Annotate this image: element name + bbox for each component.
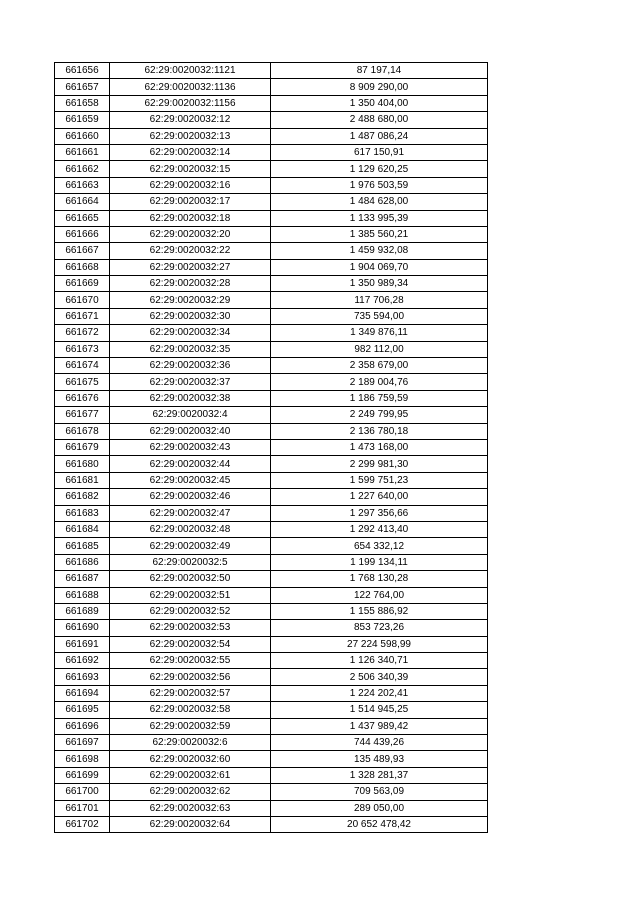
table-row <box>55 587 488 603</box>
row-number-cell: 661669 <box>55 276 110 292</box>
cadastral-number-cell: 62:29:0020032:50 <box>110 571 271 587</box>
row-number-cell: 661667 <box>55 243 110 259</box>
row-number-cell: 661676 <box>55 390 110 406</box>
cadastral-number-cell: 62:29:0020032:18 <box>110 210 271 226</box>
cadastral-value-cell: 1 487 086,24 <box>271 128 488 144</box>
table-row <box>55 390 488 406</box>
cadastral-value-cell: 2 249 799,95 <box>271 407 488 423</box>
cadastral-number-cell: 62:29:0020032:51 <box>110 587 271 603</box>
row-number-cell: 661677 <box>55 407 110 423</box>
row-number-cell: 661690 <box>55 620 110 636</box>
table-row <box>55 489 488 505</box>
row-number-cell: 661671 <box>55 308 110 324</box>
cadastral-number-cell: 62:29:0020032:22 <box>110 243 271 259</box>
table-row <box>55 702 488 718</box>
row-number-cell: 661659 <box>55 112 110 128</box>
table-row <box>55 685 488 701</box>
cadastral-number-cell: 62:29:0020032:15 <box>110 161 271 177</box>
cadastral-number-cell: 62:29:0020032:45 <box>110 472 271 488</box>
cadastral-value-cell: 735 594,00 <box>271 308 488 324</box>
cadastral-number-cell: 62:29:0020032:13 <box>110 128 271 144</box>
row-number-cell: 661657 <box>55 79 110 95</box>
table-row <box>55 718 488 734</box>
cadastral-value-cell: 289 050,00 <box>271 800 488 816</box>
table-row <box>55 292 488 308</box>
cadastral-value-cell: 1 129 620,25 <box>271 161 488 177</box>
table-row <box>55 358 488 374</box>
cadastral-number-cell: 62:29:0020032:44 <box>110 456 271 472</box>
cadastral-number-cell: 62:29:0020032:1136 <box>110 79 271 95</box>
table-row <box>55 653 488 669</box>
row-number-cell: 661697 <box>55 735 110 751</box>
cadastral-number-cell: 62:29:0020032:61 <box>110 767 271 783</box>
row-number-cell: 661699 <box>55 767 110 783</box>
cadastral-value-cell: 1 350 989,34 <box>271 276 488 292</box>
table-row <box>55 308 488 324</box>
table-row <box>55 374 488 390</box>
cadastral-number-cell: 62:29:0020032:40 <box>110 423 271 439</box>
cadastral-number-cell: 62:29:0020032:60 <box>110 751 271 767</box>
row-number-cell: 661670 <box>55 292 110 308</box>
cadastral-value-cell: 744 439,26 <box>271 735 488 751</box>
cadastral-value-cell: 1 437 989,42 <box>271 718 488 734</box>
cadastral-number-cell: 62:29:0020032:37 <box>110 374 271 390</box>
cadastral-value-cell: 654 332,12 <box>271 538 488 554</box>
table-row <box>55 816 488 832</box>
cadastral-value-cell: 2 488 680,00 <box>271 112 488 128</box>
cadastral-value-cell: 117 706,28 <box>271 292 488 308</box>
cadastral-number-cell: 62:29:0020032:27 <box>110 259 271 275</box>
cadastral-number-cell: 62:29:0020032:14 <box>110 144 271 160</box>
cadastral-value-cell: 1 297 356,66 <box>271 505 488 521</box>
cadastral-value-cell: 709 563,09 <box>271 784 488 800</box>
cadastral-value-cell: 1 186 759,59 <box>271 390 488 406</box>
cadastral-number-cell: 62:29:0020032:1121 <box>110 63 271 79</box>
table-row <box>55 571 488 587</box>
cadastral-value-cell: 27 224 598,99 <box>271 636 488 652</box>
row-number-cell: 661686 <box>55 554 110 570</box>
table-row <box>55 210 488 226</box>
row-number-cell: 661694 <box>55 685 110 701</box>
cadastral-value-cell: 2 506 340,39 <box>271 669 488 685</box>
cadastral-number-cell: 62:29:0020032:16 <box>110 177 271 193</box>
table-row <box>55 177 488 193</box>
cadastral-value-cell: 1 328 281,37 <box>271 767 488 783</box>
table-row <box>55 620 488 636</box>
row-number-cell: 661702 <box>55 816 110 832</box>
row-number-cell: 661684 <box>55 521 110 537</box>
table-row <box>55 439 488 455</box>
cadastral-value-cell: 853 723,26 <box>271 620 488 636</box>
cadastral-value-cell: 1 133 995,39 <box>271 210 488 226</box>
cadastral-value-cell: 2 189 004,76 <box>271 374 488 390</box>
cadastral-value-cell: 1 459 932,08 <box>271 243 488 259</box>
cadastral-value-cell: 1 292 413,40 <box>271 521 488 537</box>
table-row <box>55 325 488 341</box>
table-row <box>55 341 488 357</box>
cadastral-number-cell: 62:29:0020032:49 <box>110 538 271 554</box>
cadastral-value-cell: 1 768 130,28 <box>271 571 488 587</box>
cadastral-value-cell: 1 599 751,23 <box>271 472 488 488</box>
cadastral-number-cell: 62:29:0020032:28 <box>110 276 271 292</box>
cadastral-value-cell: 1 199 134,11 <box>271 554 488 570</box>
cadastral-number-cell: 62:29:0020032:62 <box>110 784 271 800</box>
cadastral-number-cell: 62:29:0020032:55 <box>110 653 271 669</box>
cadastral-number-cell: 62:29:0020032:12 <box>110 112 271 128</box>
cadastral-value-cell: 617 150,91 <box>271 144 488 160</box>
row-number-cell: 661673 <box>55 341 110 357</box>
table-row <box>55 521 488 537</box>
row-number-cell: 661672 <box>55 325 110 341</box>
row-number-cell: 661665 <box>55 210 110 226</box>
row-number-cell: 661660 <box>55 128 110 144</box>
cadastral-number-cell: 62:29:0020032:4 <box>110 407 271 423</box>
row-number-cell: 661695 <box>55 702 110 718</box>
table-row <box>55 505 488 521</box>
cadastral-number-cell: 62:29:0020032:5 <box>110 554 271 570</box>
row-number-cell: 661680 <box>55 456 110 472</box>
table-row <box>55 79 488 95</box>
table-row <box>55 603 488 619</box>
cadastral-number-cell: 62:29:0020032:52 <box>110 603 271 619</box>
cadastral-number-cell: 62:29:0020032:1156 <box>110 95 271 111</box>
table-row <box>55 538 488 554</box>
row-number-cell: 661675 <box>55 374 110 390</box>
table-row <box>55 636 488 652</box>
row-number-cell: 661693 <box>55 669 110 685</box>
cadastral-number-cell: 62:29:0020032:53 <box>110 620 271 636</box>
row-number-cell: 661664 <box>55 194 110 210</box>
cadastral-value-cell: 1 484 628,00 <box>271 194 488 210</box>
cadastral-value-cell: 135 489,93 <box>271 751 488 767</box>
cadastral-number-cell: 62:29:0020032:6 <box>110 735 271 751</box>
table-row <box>55 63 488 79</box>
cadastral-value-cell: 1 473 168,00 <box>271 439 488 455</box>
row-number-cell: 661674 <box>55 358 110 374</box>
table-body <box>55 63 488 833</box>
cadastral-number-cell: 62:29:0020032:20 <box>110 226 271 242</box>
row-number-cell: 661696 <box>55 718 110 734</box>
cadastral-number-cell: 62:29:0020032:46 <box>110 489 271 505</box>
row-number-cell: 661701 <box>55 800 110 816</box>
cadastral-value-cell: 2 136 780,18 <box>271 423 488 439</box>
row-number-cell: 661688 <box>55 587 110 603</box>
row-number-cell: 661681 <box>55 472 110 488</box>
cadastral-value-cell: 1 350 404,00 <box>271 95 488 111</box>
row-number-cell: 661656 <box>55 63 110 79</box>
table-row <box>55 472 488 488</box>
row-number-cell: 661658 <box>55 95 110 111</box>
cadastral-number-cell: 62:29:0020032:58 <box>110 702 271 718</box>
cadastral-value-cell: 1 224 202,41 <box>271 685 488 701</box>
table-row <box>55 128 488 144</box>
table-row <box>55 735 488 751</box>
cadastral-number-cell: 62:29:0020032:34 <box>110 325 271 341</box>
row-number-cell: 661678 <box>55 423 110 439</box>
cadastral-number-cell: 62:29:0020032:43 <box>110 439 271 455</box>
row-number-cell: 661661 <box>55 144 110 160</box>
row-number-cell: 661666 <box>55 226 110 242</box>
row-number-cell: 661700 <box>55 784 110 800</box>
row-number-cell: 661682 <box>55 489 110 505</box>
cadastral-value-cell: 1 349 876,11 <box>271 325 488 341</box>
cadastral-value-cell: 2 299 981,30 <box>271 456 488 472</box>
cadastral-value-cell: 2 358 679,00 <box>271 358 488 374</box>
row-number-cell: 661663 <box>55 177 110 193</box>
cadastral-value-cell: 1 514 945,25 <box>271 702 488 718</box>
table-row <box>55 112 488 128</box>
cadastral-value-cell: 1 126 340,71 <box>271 653 488 669</box>
table-row <box>55 243 488 259</box>
row-number-cell: 661698 <box>55 751 110 767</box>
row-number-cell: 661691 <box>55 636 110 652</box>
cadastral-value-cell: 1 385 560,21 <box>271 226 488 242</box>
table-row <box>55 554 488 570</box>
cadastral-number-cell: 62:29:0020032:56 <box>110 669 271 685</box>
row-number-cell: 661687 <box>55 571 110 587</box>
cadastral-number-cell: 62:29:0020032:59 <box>110 718 271 734</box>
cadastral-value-cell: 1 976 503,59 <box>271 177 488 193</box>
row-number-cell: 661668 <box>55 259 110 275</box>
table-row <box>55 784 488 800</box>
cadastral-number-cell: 62:29:0020032:63 <box>110 800 271 816</box>
table-row <box>55 456 488 472</box>
cadastral-number-cell: 62:29:0020032:35 <box>110 341 271 357</box>
cadastral-number-cell: 62:29:0020032:54 <box>110 636 271 652</box>
cadastral-value-cell: 20 652 478,42 <box>271 816 488 832</box>
table-row <box>55 194 488 210</box>
row-number-cell: 661689 <box>55 603 110 619</box>
cadastral-value-table <box>54 62 488 833</box>
table-row <box>55 161 488 177</box>
cadastral-value-cell: 982 112,00 <box>271 341 488 357</box>
table-row <box>55 276 488 292</box>
cadastral-value-cell: 122 764,00 <box>271 587 488 603</box>
table-row <box>55 767 488 783</box>
cadastral-value-cell: 8 909 290,00 <box>271 79 488 95</box>
cadastral-number-cell: 62:29:0020032:36 <box>110 358 271 374</box>
table-row <box>55 800 488 816</box>
cadastral-number-cell: 62:29:0020032:38 <box>110 390 271 406</box>
table-row <box>55 144 488 160</box>
cadastral-number-cell: 62:29:0020032:17 <box>110 194 271 210</box>
table-row <box>55 226 488 242</box>
row-number-cell: 661683 <box>55 505 110 521</box>
table-row <box>55 95 488 111</box>
table-row <box>55 669 488 685</box>
cadastral-number-cell: 62:29:0020032:64 <box>110 816 271 832</box>
row-number-cell: 661685 <box>55 538 110 554</box>
cadastral-number-cell: 62:29:0020032:29 <box>110 292 271 308</box>
cadastral-value-cell: 1 227 640,00 <box>271 489 488 505</box>
table-row <box>55 259 488 275</box>
cadastral-number-cell: 62:29:0020032:57 <box>110 685 271 701</box>
cadastral-value-cell: 87 197,14 <box>271 63 488 79</box>
row-number-cell: 661679 <box>55 439 110 455</box>
cadastral-number-cell: 62:29:0020032:30 <box>110 308 271 324</box>
row-number-cell: 661692 <box>55 653 110 669</box>
row-number-cell: 661662 <box>55 161 110 177</box>
cadastral-value-cell: 1 904 069,70 <box>271 259 488 275</box>
cadastral-number-cell: 62:29:0020032:48 <box>110 521 271 537</box>
table-row <box>55 423 488 439</box>
table-row <box>55 751 488 767</box>
table-row <box>55 407 488 423</box>
cadastral-number-cell: 62:29:0020032:47 <box>110 505 271 521</box>
cadastral-value-cell: 1 155 886,92 <box>271 603 488 619</box>
